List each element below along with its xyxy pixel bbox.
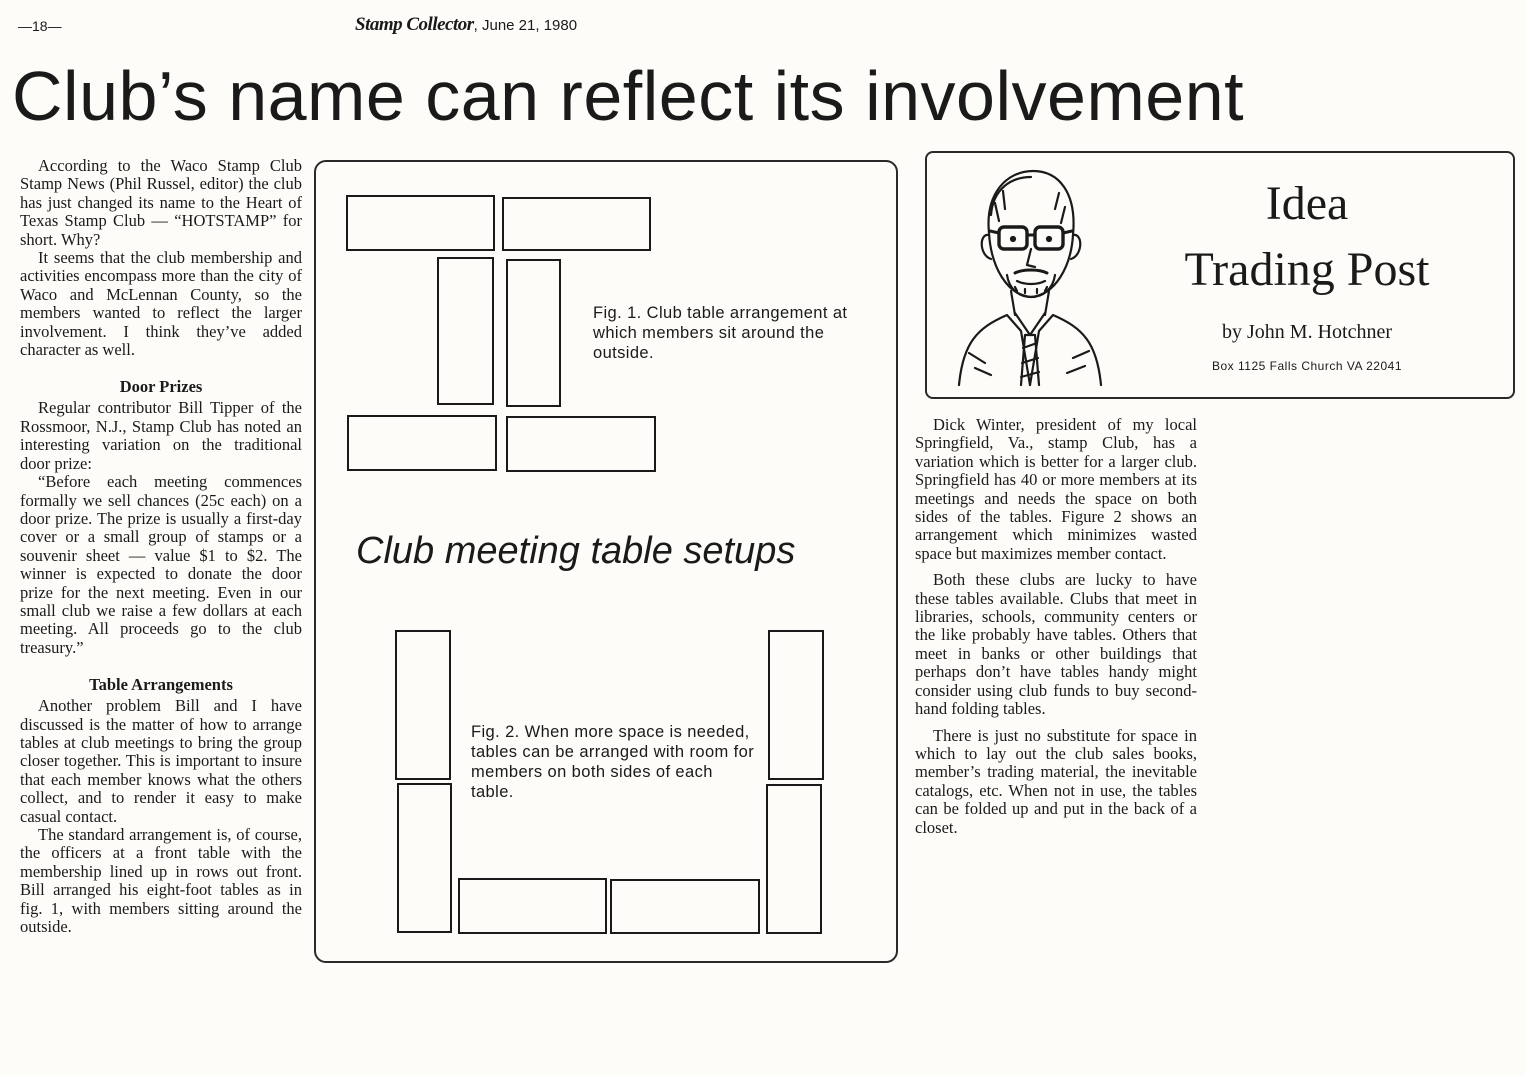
- fig1-table-center-right: [507, 260, 560, 406]
- column-address: Box 1125 Falls Church VA 22041: [1212, 359, 1402, 373]
- page-number: —18—: [18, 18, 62, 34]
- subheading-door-prizes: Door Prizes: [119, 377, 203, 397]
- paragraph: Both these clubs are lucky to have these tables available. Clubs that meet in libraries, schools, community centers or the like probably have tables. Others that meet in banks or other buildings that perhaps don’t have tables handy might consider using club funds to buy second-hand folding tables.: [915, 570, 1197, 719]
- author-portrait-icon: [955, 163, 1105, 388]
- fig2-table-bottom-right: [611, 880, 759, 933]
- fig1-table-center-left: [438, 258, 493, 404]
- figure-title: Club meeting table setups: [356, 530, 796, 572]
- column-title: [1142, 171, 1472, 303]
- masthead: [355, 14, 577, 36]
- paragraph: The standard arrangement is, of course, the officers at a front table with the membership lined up in rows out front. Bill arranged his eight-foot tables as in fig. 1, with members sitting around the outside.: [20, 825, 302, 937]
- fig1-table-top-right: [503, 198, 650, 250]
- fig1-caption: Fig. 1. Club table arrangement at which members sit around the outside.: [593, 304, 848, 362]
- fig1-table-top-left: [347, 196, 494, 250]
- publication-name: Stamp Collector: [355, 14, 474, 35]
- paragraph: Another problem Bill and I have discussed is the matter of how to arrange tables at club meetings to bring the group closer together. This is important to insure that each member knows what the others collect, and to render it easy to make casual contact.: [20, 696, 302, 826]
- fig1-table-bottom-right: [507, 417, 655, 471]
- article-column-left: [20, 157, 302, 936]
- headline: Club’s name can reflect its involvement: [12, 57, 1245, 135]
- fig2-table-right-lower: [767, 785, 821, 933]
- fig1-table-bottom-left: [348, 416, 496, 470]
- fig2-table-left-upper: [396, 631, 450, 779]
- column-byline: by John M. Hotchner: [1222, 321, 1392, 343]
- column-header-box: [925, 151, 1515, 399]
- paragraph: It seems that the club membership and activities encompass more than the city of Waco and McLennan County, so the members wanted to reflect the larger involvement. I think they’ve added character as well.: [20, 248, 302, 360]
- paragraph: Regular contributor Bill Tipper of the Rossmoor, N.J., Stamp Club has noted an interesting variation on the traditional door prize:: [20, 398, 302, 473]
- article-column-right: [915, 416, 1197, 837]
- fig2-table-left-lower: [398, 784, 451, 932]
- paragraph: “Before each meeting commences formally we sell chances (25c each) on a door prize. The prize is usually a first-day cover or a small group of stamps or a souvenir sheet — value $1 to $2. The winner is expected to donate the door prize for the next meeting. Even in our small club we raise a few dollars at each meeting. All proceeds go to the club treasury.”: [20, 472, 302, 657]
- issue-date: , June 21, 1980: [473, 17, 578, 34]
- paragraph: There is just no substitute for space in which to lay out the club sales books, member’s trading material, the inevitable catalogs, etc. When not in use, the tables can be folded up and put in the back of a closet.: [915, 725, 1197, 837]
- paragraph: Dick Winter, president of my local Springfield, Va., stamp Club, has a variation which is better for a larger club. Springfield has 40 or more members at its meetings and needs the space on both sides of the tables. Figure 2 shows an arrangement which minimizes wasted space but maximizes member contact.: [915, 415, 1197, 563]
- fig2-caption: Fig. 2. When more space is needed, tables can be arranged with room for members on both sides of each table.: [471, 723, 755, 801]
- fig2-table-right-upper: [769, 631, 823, 779]
- column-title-line1: Idea: [1265, 177, 1349, 230]
- paragraph: According to the Waco Stamp Club Stamp News (Phil Russel, editor) the club has just changed its name to the Heart of Texas Stamp Club — “HOTSTAMP” for short. Why?: [20, 156, 302, 249]
- column-title-line2: Trading Post: [1184, 243, 1430, 296]
- figure-panel: [314, 160, 898, 963]
- subheading-table-arrangements: Table Arrangements: [89, 675, 233, 695]
- fig2-table-bottom-left: [459, 879, 606, 933]
